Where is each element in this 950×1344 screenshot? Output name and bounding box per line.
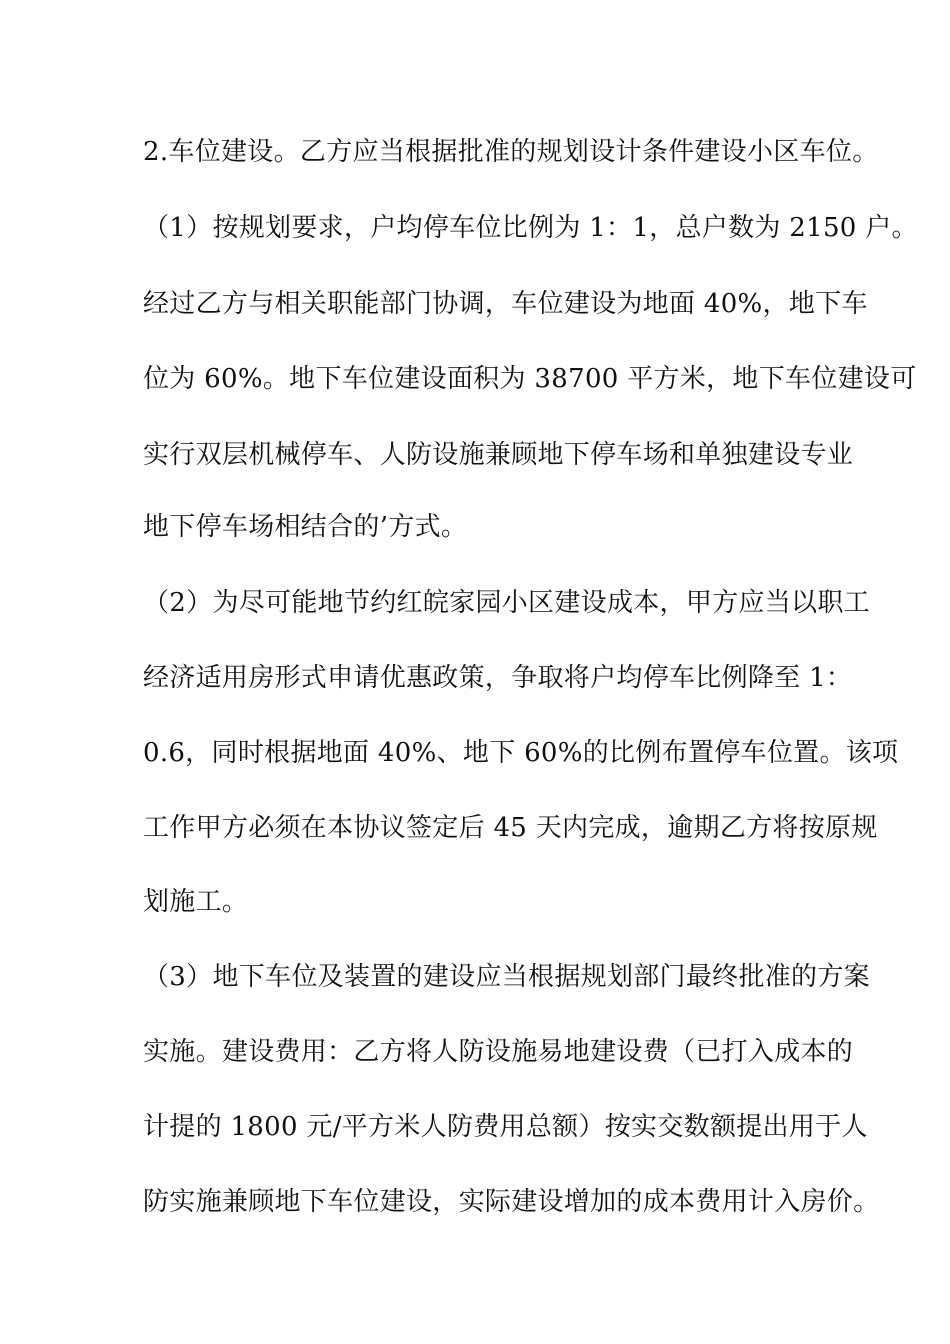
paragraph-line: 实施。建设费用：乙方将人防设施易地建设费（已打入成本的: [143, 1037, 854, 1067]
paragraph-line: 0.6，同时根据地面 40%、地下 60%的比例布置停车位置。该项: [143, 738, 899, 768]
paragraph-line: 地下停车场相结合的’方式。: [143, 512, 468, 542]
paragraph-line: （2）为尽可能地节约红皖家园小区建设成本，甲方应当以职工: [143, 588, 870, 618]
paragraph-line: 防实施兼顾地下车位建设，实际建设增加的成本费用计入房价。: [143, 1187, 880, 1217]
paragraph-line: 2.车位建设。乙方应当根据批准的规划设计条件建设小区车位。: [143, 137, 879, 167]
paragraph-line: 实行双层机械停车、人防设施兼顾地下停车场和单独建设专业: [143, 440, 854, 470]
paragraph-line: （3）地下车位及装置的建设应当根据规划部门最终批准的方案: [143, 962, 870, 992]
paragraph-line: 位为 60%。地下车位建设面积为 38700 平方米，地下车位建设可: [143, 364, 917, 394]
paragraph-line: 计提的 1800 元/平方米人防费用总额）按实交数额提出用于人: [143, 1112, 868, 1142]
paragraph-line: 经过乙方与相关职能部门协调，车位建设为地面 40%，地下车: [143, 289, 868, 319]
paragraph-line: 工作甲方必须在本协议签定后 45 天内完成，逾期乙方将按原规: [143, 813, 878, 843]
paragraph-line: （1）按规划要求，户均停车位比例为 1：1，总户数为 2150 户。: [143, 213, 918, 243]
paragraph-line: 划施工。: [143, 887, 249, 917]
paragraph-line: 经济适用房形式申请优惠政策，争取将户均停车比例降至 1：: [143, 663, 853, 693]
